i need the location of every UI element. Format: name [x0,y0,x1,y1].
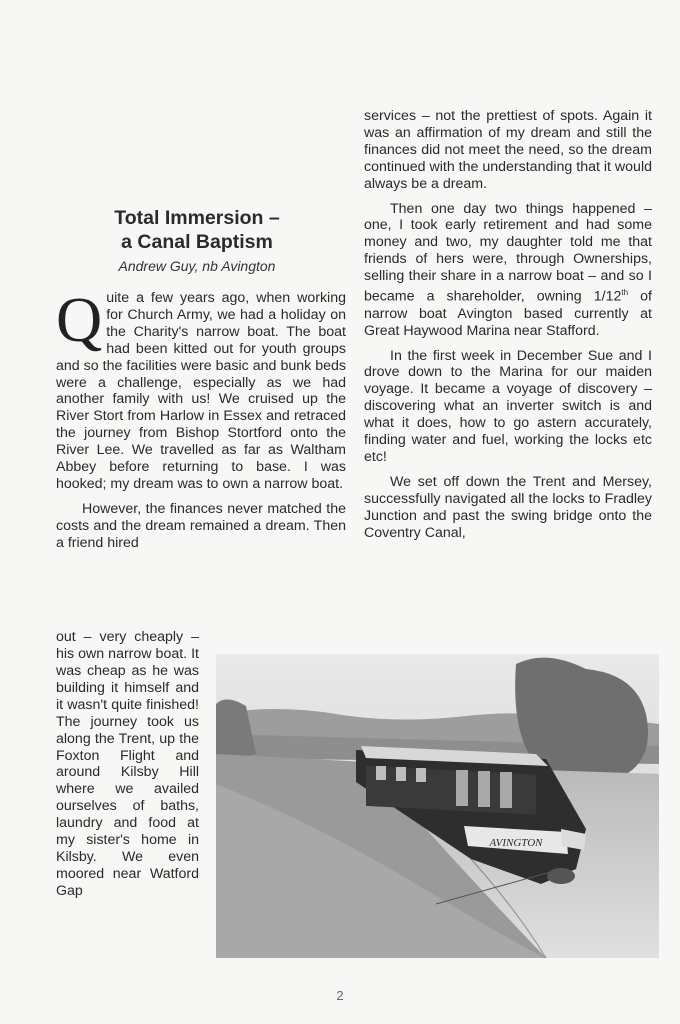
narrowboat-photo [216,654,659,958]
right-column [364,108,652,541]
boat-name: AVINGTON [489,837,543,849]
title-line-2: a Canal Baptism [121,231,273,253]
drop-cap: Q [56,284,103,355]
paragraph-1-text: uite a few years ago, when working for Church Army, we had a holiday on the Charity's narrow boat. The boat had been kitted out for youth groups and so the facilities were basic and bunk beds were a challenge, especially as we had another family with us! We cruised up the River Stort from Harlow in Essex and retraced the journey from Bishop Stortford onto the River Lee. We travelled as far as Waltham Abbey before returning to base. I was hooked; my dream was to own a narrow boat. [56,290,346,492]
right-paragraph-3: In the first week in December Sue and I drove down to the Marina for our maiden voyage. It became a voyage of discovery – discovering what an inverter switch is and what it does, how to go astern accurately, finding water and fuel, working the locks etc etc! [364,347,652,465]
narrow-column [56,615,199,914]
left-column [56,284,346,552]
right-paragraph-4: We set off down the Trent and Mersey, successfully navigated all the locks to Fradley Junction and past the swing bridge onto the Coventry Canal, [364,473,652,541]
paragraph-1 [56,284,346,493]
title-line-1: Total Immersion – [114,207,280,229]
fender [547,868,575,884]
article-byline: Andrew Guy, nb Avington [118,258,276,274]
narrowboat-illustration [216,654,659,958]
right-paragraph-2: Then one day two things happened – one, I took early retirement and had some money and two, my daughter told me that friends of hers were, through Ownerships, selling their share in a narrow boat – and so I became a shareholder, owning 1/12th of narrow boat Avington based currently at Great Haywood Marina near Stafford. [364,200,652,339]
paragraph-2-continued: out – very cheaply – his own narrow boat. It was cheap as he was building it himself and it wasn't quite finished! The journey took us along the Trent, up the Foxton Flight and around Kilsby Hill where we availed ourselves of baths, laundry and food at my sister's home in Kilsby. We even moored near Watford Gap [56,629,199,899]
paragraph-2-start: However, the finances never matched the costs and the dream remained a dream. Then a friend hired [56,500,346,551]
article-title [56,206,338,254]
right-paragraph-1: services – not the prettiest of spots. Again it was an affirmation of my dream and still the finances did not meet the need, so the dream continued with the understanding that it would always be a dream. [364,108,652,192]
page-number: 2 [336,988,344,1003]
